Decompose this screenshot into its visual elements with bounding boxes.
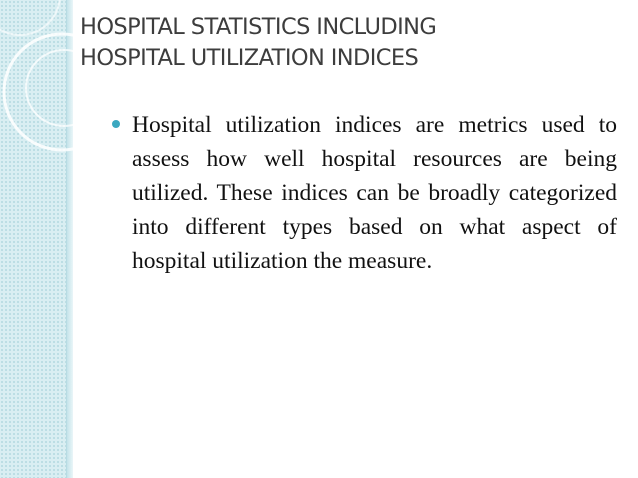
decorative-side-band <box>0 0 66 478</box>
bullet-item <box>112 108 617 278</box>
decorative-side-edge <box>66 0 73 478</box>
slide-title-line-2: HOSPITAL UTILIZATION INDICES <box>80 45 419 71</box>
slide-title-line-1: HOSPITAL STATISTICS INCLUDING <box>80 14 437 40</box>
slide-body <box>112 108 617 278</box>
slide-title <box>80 12 620 74</box>
bullet-dot-icon <box>112 120 120 128</box>
bullet-text: Hospital utilization indices are metrics used to assess how well hospital resources are being utilized. These indices can be broadly categorized into different types based on what aspect of hospital utilization the measure. <box>132 112 617 274</box>
